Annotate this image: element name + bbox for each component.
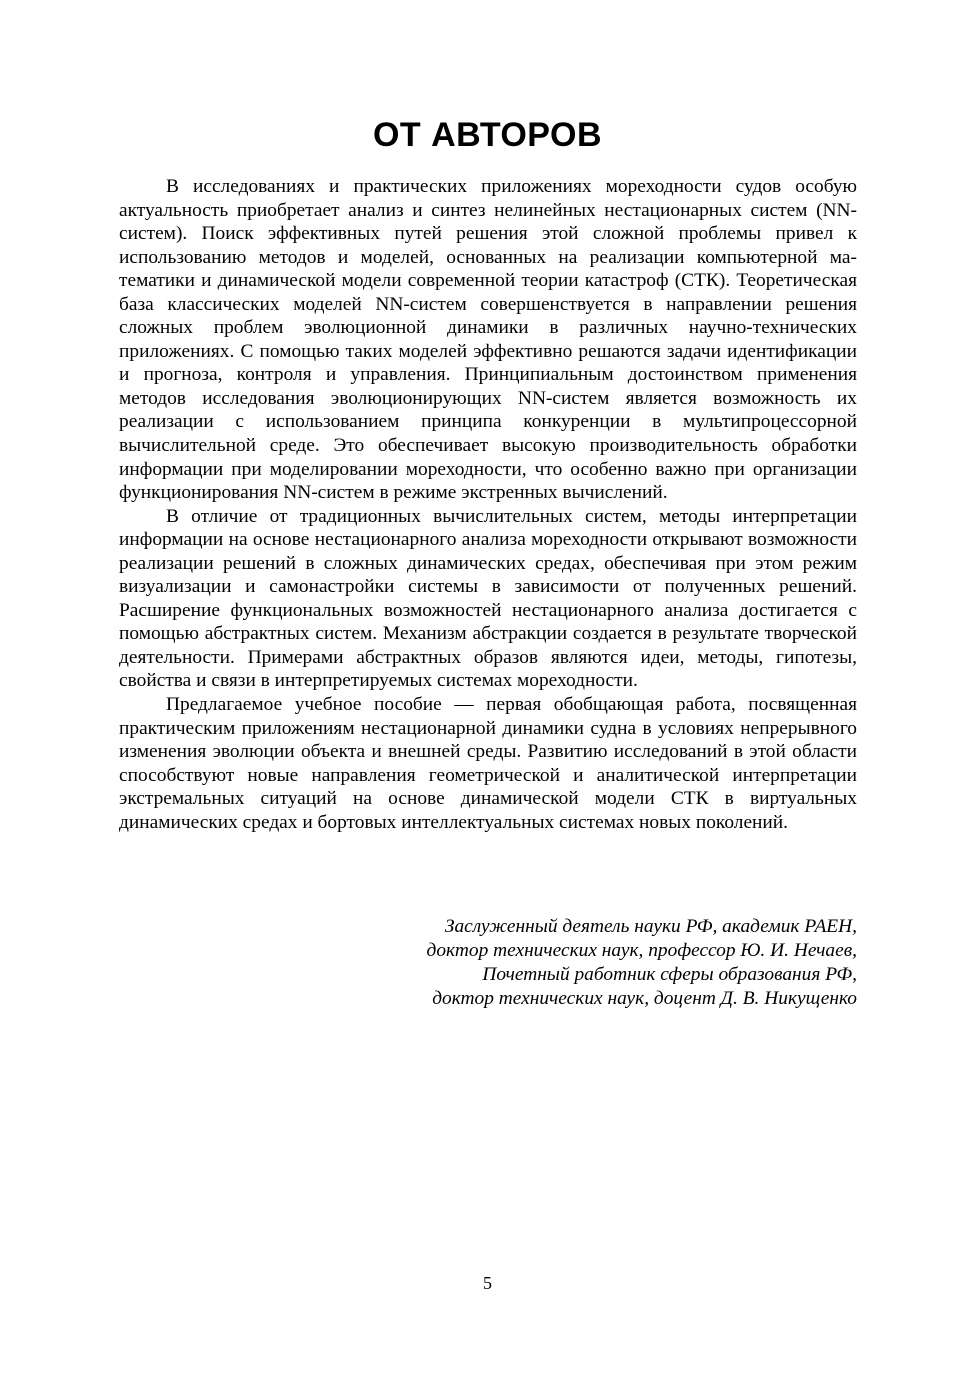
- paragraph-3: Предлагаемое учебное пособие — первая обобщающая работа, посвященная практическим приложениям нестационарной динамики судна в условиях непрерывного изменения эволюции объекта и внешней среды. Развитию исследований в этой области способствуют новые направления геометрической и аналитической интерпретации экстремальных ситуаций на основе динамической модели СТК в виртуальных динамических средах и бортовых интеллектуальных системах новых поколений.: [119, 694, 857, 833]
- page-title: ОТ АВТОРОВ: [372, 116, 603, 154]
- body-text: [119, 175, 857, 834]
- signature-line-1: Заслуженный деятель науки РФ, академик РАЕН,: [444, 916, 857, 937]
- paragraph-2: В отличие от традиционных вычислительных систем, методы интерпретации информации на основе нестационарного анализа мореходности открывают возможности реализации решений в сложных динамических средах, обеспечивая при этом режим визуализации и самонастройки системы в зависимости от полученных решений. Расширение функциональных возможностей нестационарного анализа достигается с помощью абстрактных систем. Механизм абстракции создается в результате творческой деятельности. Примерами абстрактных образов являются идеи, методы, гипотезы, свойства и связи в интерпретируемых системах мореходности.: [119, 505, 857, 692]
- signature-line-3: Почетный работник сферы образования РФ,: [482, 964, 857, 985]
- paragraph-1: В исследованиях и практических приложениях мореходности судов особую актуальность приобретает анализ и синтез нелинейных нестационарных систем (NN-систем). Поиск эффективных путей решения этой сложной проблемы привел к использованию методов и моделей, основанных на реализации компьютерной математики и динамической модели современной теории катастроф (СТК). Теоретическая база классических моделей NN-систем совершенствуется в направлении решения сложных проблем эволюционной динамики в различных научно-технических приложениях. С помощью таких моделей эффективно решаются задачи идентификации и прогноза, контроля и управления. Принципиальным достоинством применения методов исследования эволюционирующих NN-систем является возможность их реализации с использованием принципа конкуренции в мультипроцессорной вычислительной среде. Это обеспечивает высокую производительность обработки информации при моделировании мореходности, что особенно важно при организации функционирования NN-систем в режиме экстренных вычислений.: [119, 176, 857, 504]
- signature-line-4: доктор технических наук, доцент Д. В. Никущенко: [432, 988, 857, 1009]
- page-number: 5: [483, 1273, 492, 1293]
- authors-signature: [257, 915, 857, 1011]
- signature-line-2: доктор технических наук, профессор Ю. И. Нечаев,: [426, 940, 857, 961]
